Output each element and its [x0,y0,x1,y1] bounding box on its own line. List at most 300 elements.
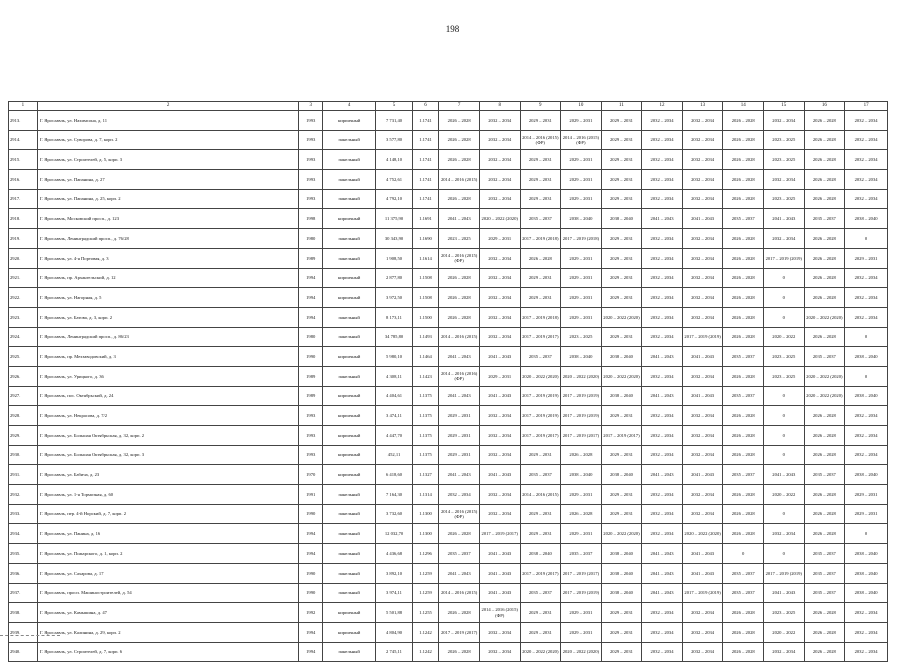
table-cell: 2020 – 2022 (2020) [520,642,561,662]
table-cell: 1.1296 [412,544,439,564]
table-cell: 2032 – 2034 [845,170,888,190]
table-row [9,465,888,485]
row-number-cell: 2936. [9,563,38,583]
table-cell: 2020 – 2022 (2020) [601,307,642,327]
table-cell: 1.1690 [412,229,439,249]
table-cell: 2017 – 2019 (2017) [601,426,642,446]
table-cell: 2029 – 2031 [439,426,480,446]
row-number-cell: 2931. [9,465,38,485]
table-cell: 6 418,60 [376,465,412,485]
table-cell: 2038 – 2040 [845,465,888,485]
table-cell: 2032 – 2034 [642,622,683,642]
table-cell: 2032 – 2034 [682,485,723,505]
column-header-5: 5 [376,102,412,111]
table-cell: 2017 – 2019 (2019) [763,563,804,583]
table-cell: 2026 – 2028 [439,150,480,170]
table-cell: 2032 – 2034 [845,111,888,131]
table-cell: 2023 – 2025 [561,327,602,347]
column-header-7: 7 [439,102,480,111]
table-cell: 2032 – 2034 [642,603,683,623]
table-cell: 1990 [299,583,322,603]
table-cell: 2026 – 2028 [439,524,480,544]
table-cell: 1992 [299,603,322,623]
table-cell: 1993 [299,170,322,190]
scan-artifact-line [0,635,60,636]
table-cell: 2041 – 2043 [682,465,723,485]
table-cell: кирпичный [322,209,375,229]
table-cell: 1.1741 [412,111,439,131]
table-cell: 2038 – 2040 [601,209,642,229]
table-cell: 2032 – 2034 [682,229,723,249]
table-cell: 2017 – 2019 (2018) [520,307,561,327]
table-cell: 2026 – 2028 [723,504,764,524]
column-header-16: 16 [804,102,845,111]
table-cell: 2041 – 2043 [642,583,683,603]
table-cell: 2035 – 2037 [804,563,845,583]
table-cell: 2020 – 2022 (2020) [804,366,845,386]
row-number-cell: 2932. [9,485,38,505]
table-cell: 2041 – 2043 [682,544,723,564]
table-cell: 2032 – 2034 [682,504,723,524]
table-cell: 2029 – 2031 [561,524,602,544]
table-cell: 0 [763,268,804,288]
table-cell: панельный [322,524,375,544]
table-cell: 2017 – 2019 (2017) [520,563,561,583]
table-cell: панельный [322,485,375,505]
table-cell: 2026 – 2028 [723,111,764,131]
row-number-cell: 2937. [9,583,38,603]
table-row [9,544,888,564]
table-row [9,111,888,131]
row-number-cell: 2921. [9,268,38,288]
row-number-cell: 2935. [9,544,38,564]
table-cell: 2038 – 2040 [845,386,888,406]
table-cell: 2026 – 2028 [804,327,845,347]
table-cell: 2029 – 2031 [561,170,602,190]
table-cell: 1989 [299,386,322,406]
table-cell: 2017 – 2019 (2017) [561,426,602,446]
table-cell: панельный [322,563,375,583]
table-cell: 2026 – 2028 [723,406,764,426]
address-cell: Г. Ярославль, ул. Нагорная, д. 5 [37,288,299,308]
address-cell: Г. Ярославль, ул. Большая Октябрьская, д. 32, корп. 2 [37,426,299,446]
table-cell: 2032 – 2034 [642,170,683,190]
table-cell: 4 148,10 [376,150,412,170]
table-cell: 4 404,61 [376,386,412,406]
row-number-cell: 2923. [9,307,38,327]
table-cell: 2032 – 2034 [763,524,804,544]
table-cell: 2029 – 2031 [520,111,561,131]
table-cell: панельный [322,327,375,347]
table-cell: 1994 [299,622,322,642]
table-cell: 2032 – 2034 [682,426,723,446]
table-cell: 2026 – 2028 [804,229,845,249]
table-cell: панельный [322,307,375,327]
table-cell: 2023 – 2025 [763,130,804,150]
table-cell: 2032 – 2034 [479,170,520,190]
table-cell: 2017 – 2019 (2017) [520,327,561,347]
table-cell: 3 474,11 [376,406,412,426]
table-cell: 2032 – 2034 [845,622,888,642]
table-cell: 0 [763,307,804,327]
table-cell: 2041 – 2043 [479,583,520,603]
table-cell: 2020 – 2022 (2020) [561,642,602,662]
table-cell: 2014 – 2016 (2015) (ФР) [439,504,480,524]
table-cell: панельный [322,366,375,386]
table-cell: 2 745,11 [376,642,412,662]
table-cell: 2026 – 2028 [723,524,764,544]
table-cell: 2041 – 2043 [439,386,480,406]
table-cell: 2038 – 2040 [601,563,642,583]
table-cell: 2026 – 2028 [804,130,845,150]
table-cell: 0 [845,327,888,347]
table-cell: 2032 – 2034 [642,445,683,465]
table-cell: 1.1375 [412,406,439,426]
table-cell: 2035 – 2037 [723,583,764,603]
table-cell: 2032 – 2034 [642,307,683,327]
table-cell: 2026 – 2028 [723,170,764,190]
table-cell: 2029 – 2031 [601,268,642,288]
table-cell: 2014 – 2016 (2015) (ФР) [520,130,561,150]
table-cell: панельный [322,544,375,564]
table-cell: 2032 – 2034 [642,642,683,662]
address-cell: Г. Ярославль, ул. Строителей, д. 5, корп. 3 [37,150,299,170]
table-cell: 1993 [299,130,322,150]
table-cell: панельный [322,504,375,524]
table-cell: 2032 – 2034 [479,406,520,426]
table-cell: 2032 – 2034 [479,288,520,308]
table-cell: 2032 – 2034 [682,445,723,465]
table-cell: 2032 – 2034 [642,111,683,131]
table-cell: 0 [763,406,804,426]
table-row [9,563,888,583]
table-cell: 4 792,10 [376,189,412,209]
row-number-cell: 2934. [9,524,38,544]
table-cell: 2032 – 2034 [845,307,888,327]
table-cell: 3 974,11 [376,583,412,603]
table-cell: 1.1327 [412,465,439,485]
table-cell: 2032 – 2034 [642,485,683,505]
table-cell: 2023 – 2025 [763,603,804,623]
table-cell: 2032 – 2034 [845,642,888,662]
table-cell: 2029 – 2031 [561,111,602,131]
table-cell: 2035 – 2037 [804,465,845,485]
address-cell: Г. Ярославль, ул. Пожарского, д. 1, корп. 2 [37,544,299,564]
table-cell: 1.1500 [412,307,439,327]
table-cell: 2026 – 2028 [804,642,845,662]
table-row [9,229,888,249]
table-cell: панельный [322,583,375,603]
table-cell: 2029 – 2031 [520,268,561,288]
table-cell: 1.1508 [412,268,439,288]
table-row [9,327,888,347]
table-cell: 1.1741 [412,189,439,209]
column-header-6: 6 [412,102,439,111]
table-cell: 2032 – 2034 [682,366,723,386]
table-cell: 2038 – 2040 [845,544,888,564]
address-cell: Г. Ярославль, ул. Калинина, д. 29, корп. 2 [37,622,299,642]
row-number-cell: 2914. [9,130,38,150]
table-cell: 2032 – 2034 [479,150,520,170]
table-cell: 2026 – 2028 [561,445,602,465]
table-cell: 2041 – 2043 [682,386,723,406]
table-cell: 2029 – 2031 [561,150,602,170]
table-cell: 2029 – 2031 [439,445,480,465]
table-cell: 2020 – 2022 (2020) [804,386,845,406]
row-number-cell: 2918. [9,209,38,229]
address-cell: Г. Ярославль, ул. Урицкого, д. 36 [37,366,299,386]
table-cell: 2038 – 2040 [601,347,642,367]
table-cell: 2032 – 2034 [479,445,520,465]
column-header-11: 11 [601,102,642,111]
table-cell: 1.1242 [412,622,439,642]
table-cell: 2032 – 2034 [479,268,520,288]
table-cell: 2026 – 2028 [723,366,764,386]
table-cell: 2029 – 2031 [601,327,642,347]
table-cell: 2023 – 2025 [763,347,804,367]
table-cell: 2026 – 2028 [804,524,845,544]
table-cell: 2032 – 2034 [642,268,683,288]
table-row [9,622,888,642]
table-cell: 2014 – 2016 (2015) [520,485,561,505]
table-cell: 2041 – 2043 [642,563,683,583]
table-cell: 2032 – 2034 [479,622,520,642]
table-cell: 2014 – 2016 (2015) (ФР) [479,603,520,623]
table-cell: 2029 – 2031 [601,406,642,426]
table-cell: 2041 – 2043 [479,386,520,406]
table-cell: 2026 – 2028 [723,248,764,268]
table-cell: 2017 – 2019 (2017) [520,426,561,446]
table-cell: 2029 – 2031 [561,268,602,288]
table-cell: 2041 – 2043 [682,563,723,583]
table-cell: 2026 – 2028 [439,111,480,131]
address-cell: Г. Ярославль, ул. Батова, д. 3, корп. 2 [37,307,299,327]
table-cell: 2014 – 2016 (2015) [439,170,480,190]
table-cell: 2041 – 2043 [682,347,723,367]
table-cell: 1993 [299,150,322,170]
table-cell: 2032 – 2034 [642,248,683,268]
table-cell: 2026 – 2028 [804,268,845,288]
table-cell: 2029 – 2031 [601,189,642,209]
table-cell: 2029 – 2031 [520,150,561,170]
table-cell: 2035 – 2037 [723,347,764,367]
table-row [9,603,888,623]
row-number-cell: 2919. [9,229,38,249]
table-cell: 2035 – 2037 [520,465,561,485]
table-cell: 452,11 [376,445,412,465]
table-cell: 1.1259 [412,563,439,583]
table-cell: 2029 – 2031 [845,504,888,524]
row-number-cell: 2940. [9,642,38,662]
table-cell: 2032 – 2034 [642,288,683,308]
table-cell: 2032 – 2034 [479,327,520,347]
table-cell: 2029 – 2031 [520,504,561,524]
table-cell: кирпичный [322,111,375,131]
table-cell: 2032 – 2034 [763,642,804,662]
table-cell: 2032 – 2034 [682,189,723,209]
table-cell: 7 731,40 [376,111,412,131]
table-row [9,583,888,603]
table-cell: 2041 – 2043 [439,209,480,229]
table-cell: 2032 – 2034 [479,111,520,131]
table-cell: 2 877,80 [376,268,412,288]
table-cell: 1.1242 [412,642,439,662]
table-cell: 1993 [299,406,322,426]
table-cell: 2032 – 2034 [682,603,723,623]
table-cell: 2017 – 2019 (2017) [561,563,602,583]
table-cell: 2029 – 2031 [561,622,602,642]
table-row [9,426,888,446]
table-cell: 2017 – 2019 (2019) [561,386,602,406]
table-cell: 2035 – 2037 [520,347,561,367]
table-cell: 2032 – 2034 [642,524,683,544]
table-cell: 2026 – 2028 [804,426,845,446]
table-cell: 1994 [299,268,322,288]
address-cell: Г. Ярославль, ул. Нахимсона, д. 11 [37,111,299,131]
table-cell: 2029 – 2031 [520,288,561,308]
table-cell: 1.1375 [412,445,439,465]
table-cell: 2026 – 2028 [804,248,845,268]
table-cell: 2023 – 2025 [763,189,804,209]
table-cell: кирпичный [322,288,375,308]
table-cell: 12 032,70 [376,524,412,544]
table-cell: 30 343,90 [376,229,412,249]
table-cell: 3 972,50 [376,288,412,308]
table-cell: 2029 – 2031 [479,366,520,386]
table-cell: 2032 – 2034 [642,130,683,150]
table-cell: 2026 – 2028 [804,485,845,505]
table-cell: 0 [845,524,888,544]
table-cell: 2023 – 2025 [763,150,804,170]
table-cell: 2035 – 2037 [804,583,845,603]
address-cell: Г. Ярославль, ул. Сахарова, д. 17 [37,563,299,583]
table-cell: 2026 – 2028 [804,288,845,308]
row-number-cell: 2939. [9,622,38,642]
table-cell: 2017 – 2019 (2019) [682,583,723,603]
table-cell: кирпичный [322,406,375,426]
table-row [9,307,888,327]
table-cell: 1.1300 [412,524,439,544]
repair-schedule-table [8,101,888,662]
table-cell: 2035 – 2037 [561,544,602,564]
table-cell: кирпичный [322,622,375,642]
header-row [9,102,888,111]
table-cell: 2032 – 2034 [845,130,888,150]
table-cell: 4 752,61 [376,170,412,190]
table-cell: кирпичный [322,268,375,288]
table-cell: 2026 – 2028 [439,603,480,623]
table-cell: 2032 – 2034 [479,189,520,209]
table-cell: 2032 – 2034 [845,189,888,209]
row-number-cell: 2922. [9,288,38,308]
row-number-cell: 2929. [9,426,38,446]
table-cell: 2026 – 2028 [723,288,764,308]
table-cell: 2029 – 2031 [845,248,888,268]
table-cell: 2032 – 2034 [682,248,723,268]
table-cell: 1994 [299,544,322,564]
table-cell: 0 [763,504,804,524]
table-row [9,130,888,150]
table-cell: 1.1314 [412,485,439,505]
table-cell: 2026 – 2028 [561,504,602,524]
table-cell: 2020 – 2022 (2020) [520,366,561,386]
table-cell: 2041 – 2043 [763,465,804,485]
table-cell: 2041 – 2043 [479,544,520,564]
table-cell: 1990 [299,504,322,524]
table-cell: 2017 – 2019 (2019) [682,327,723,347]
table-cell: 2041 – 2043 [642,209,683,229]
address-cell: Г. Ярославль, пос. Октябрьский, д. 24 [37,386,299,406]
table-cell: 4 436,68 [376,544,412,564]
table-cell: 2032 – 2034 [439,485,480,505]
table-cell: 2041 – 2043 [479,563,520,583]
table-cell: 2026 – 2028 [723,445,764,465]
table-cell: 2038 – 2040 [845,583,888,603]
table-row [9,248,888,268]
table-cell: 2032 – 2034 [479,485,520,505]
table-cell: 2029 – 2031 [439,406,480,426]
table-cell: 2032 – 2034 [763,170,804,190]
table-cell: 2020 – 2022 [763,622,804,642]
table-cell: 2041 – 2043 [439,465,480,485]
table-cell: 1.1508 [412,288,439,308]
table-cell: 0 [763,544,804,564]
table-cell: 2029 – 2031 [601,445,642,465]
table-cell: 2032 – 2034 [642,406,683,426]
table-cell: 2029 – 2031 [601,642,642,662]
table-cell: 1990 [299,563,322,583]
table-cell: 1980 [299,327,322,347]
table-cell: 2026 – 2028 [439,642,480,662]
table-cell: 2038 – 2040 [601,583,642,603]
page-number: 198 [445,24,460,34]
table-cell: 2035 – 2037 [439,544,480,564]
table-cell: 2014 – 2016 (2015) [439,583,480,603]
table-cell: 1.1741 [412,130,439,150]
row-number-cell: 2933. [9,504,38,524]
table-cell: 0 [845,366,888,386]
table-cell: 2032 – 2034 [845,445,888,465]
table-cell: 2017 – 2019 (2017) [479,524,520,544]
table-cell: 2026 – 2028 [804,504,845,524]
table-cell: 2029 – 2031 [561,307,602,327]
table-cell: 1.1741 [412,150,439,170]
table-row [9,524,888,544]
table-cell: 2032 – 2034 [682,622,723,642]
table-cell: кирпичный [322,426,375,446]
table-row [9,268,888,288]
table-cell: 2026 – 2028 [723,268,764,288]
table-cell: 2032 – 2034 [642,229,683,249]
table-cell: 2032 – 2034 [479,504,520,524]
table-cell: 2041 – 2043 [439,563,480,583]
table-cell: 11 375,90 [376,209,412,229]
address-cell: Г. Ярославль, ул. Большая Октябрьская, д. 32, корп. 3 [37,445,299,465]
table-cell: 2041 – 2043 [763,583,804,603]
address-cell: Г. Ярославль, ул. Камышина, д. 47 [37,603,299,623]
table-cell: 2032 – 2034 [845,406,888,426]
table-cell: 2035 – 2037 [804,544,845,564]
table-cell: 2020 – 2022 (2020) [561,366,602,386]
table-cell: 1.1375 [412,386,439,406]
table-cell: 1.1255 [412,603,439,623]
table-cell: 2026 – 2028 [723,189,764,209]
table-cell: 2032 – 2034 [682,150,723,170]
table-row [9,150,888,170]
table-cell: 0 [723,544,764,564]
table-cell: 2038 – 2040 [845,209,888,229]
column-header-13: 13 [682,102,723,111]
